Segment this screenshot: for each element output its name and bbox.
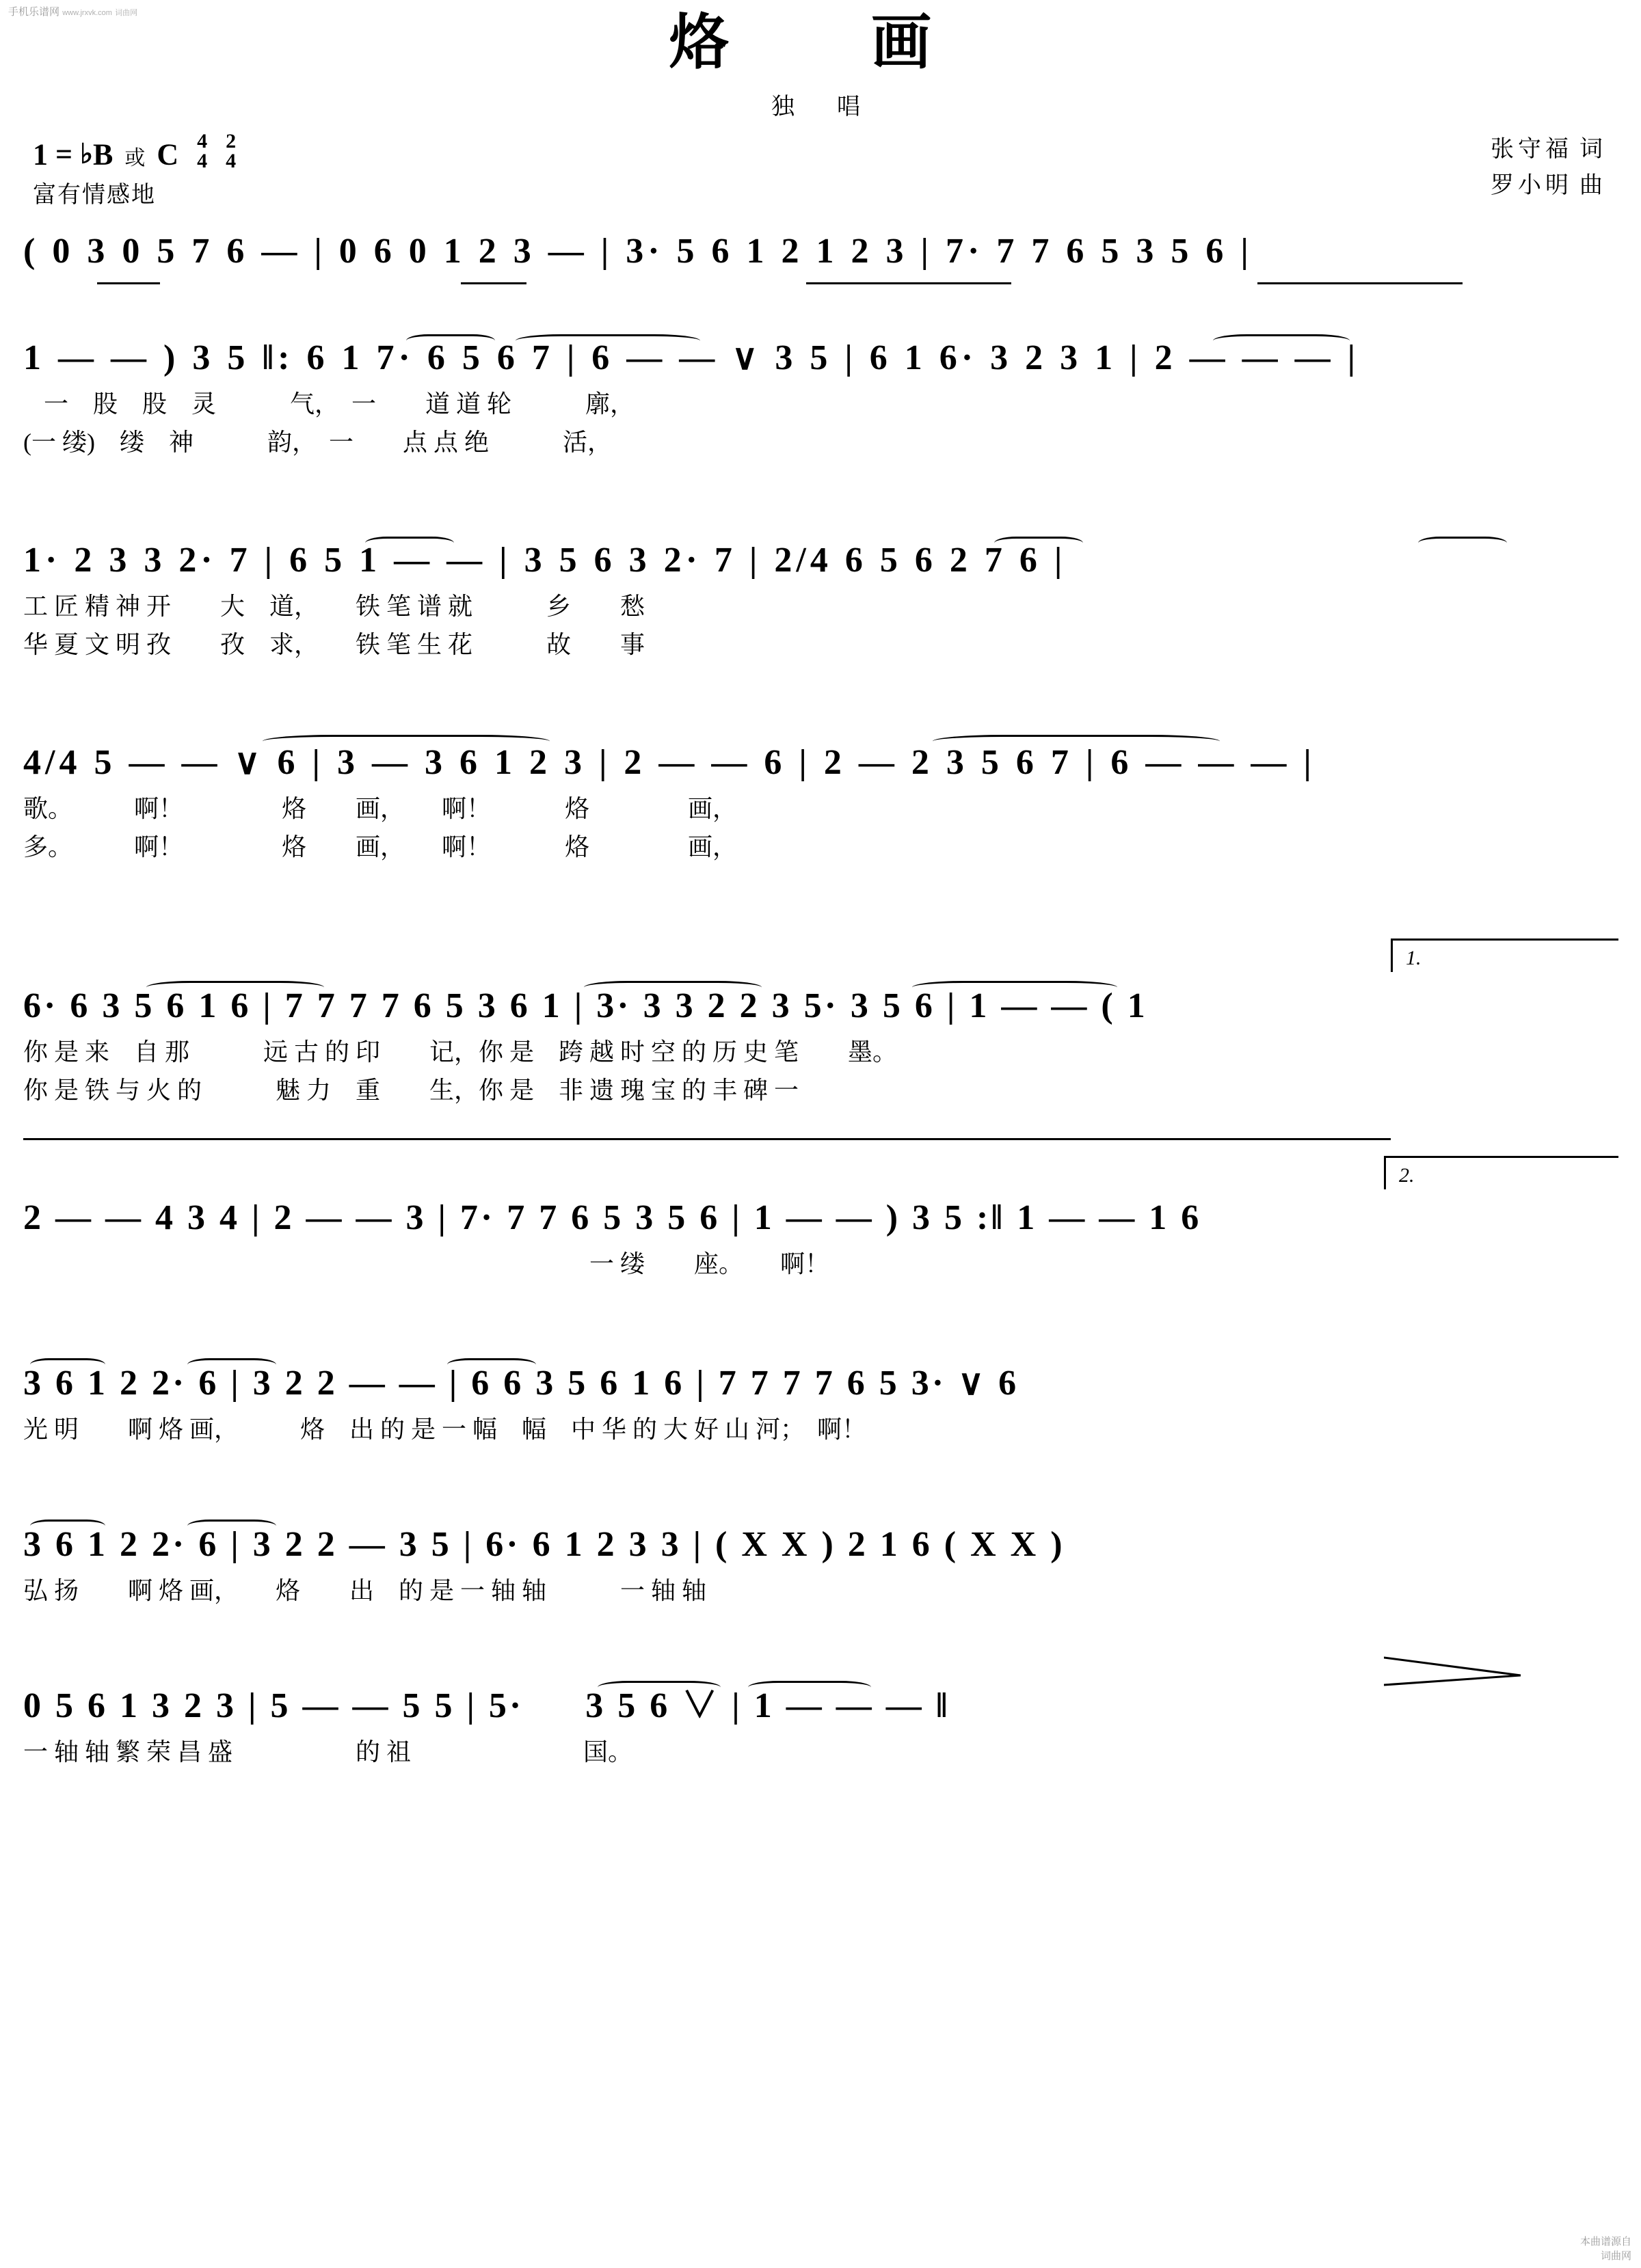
page-title: 烙 画 [668, 10, 972, 77]
meter1-denominator: 4 [197, 149, 208, 172]
system-4-lyric-2: 多。 啊！ 烙 画， 啊！ 烙 画， [23, 833, 738, 861]
tie [1418, 537, 1507, 550]
volta-label-2: 2. [1399, 1164, 1415, 1187]
system-2-lyric-2: (一 缕) 缕 神 韵， 一 点 点 绝 活， [23, 429, 612, 457]
page-subtitle: 独 唱 [771, 94, 870, 120]
watermark-top-left-tag: 词曲网 [115, 9, 138, 17]
system-7-lyric-1: 光 明 啊 烙 画， 烙 出 的 是 一 幅 幅 中 华 的 大 好 山 河； 啊！ [23, 1416, 867, 1444]
system-3-notes: 1· 2 3 3 2· 7 | 6 5 1 — — | 3 5 6 3 2· 7 | 2/4 6 5 6 2 7 6 | [23, 541, 1067, 580]
system-7-notes: 3 6 1 2 2· 6 | 3 2 2 — — | 6 6 3 5 6 1 6 | 7 7 7 7 6 5 3· ∨ 6 [23, 1364, 1019, 1403]
beam [1257, 282, 1463, 284]
system-6 [23, 1157, 1618, 1332]
system-5-notes: 6· 6 3 5 6 1 6 | 7 7 7 7 6 5 3 6 1 | 3· 3 3 2 2 3 5· 3 5 6 | 1 — — ( 1 [23, 986, 1148, 1026]
system-6-notes: 2 — — 4 3 4 | 2 — — 3 | 7· 7 7 6 5 3 5 6 | 1 — — ) 3 5 :‖ 1 — — 1 6 [23, 1198, 1202, 1238]
system-8-notes: 3 6 1 2 2· 6 | 3 2 2 — 3 5 | 6· 6 1 2 3 3 | ( X X ) 2 1 6 ( X X ) [23, 1525, 1065, 1565]
watermark-top-left-text: 手机乐谱网 [8, 6, 60, 18]
tie [263, 735, 550, 748]
meter2-numerator: 2 [226, 130, 237, 153]
lyricist-name: 张守福 [1491, 137, 1573, 163]
tie [994, 537, 1083, 550]
system-3-lyric-2: 华 夏 文 明 孜 孜 求， 铁 笔 生 花 故 事 [23, 631, 645, 659]
watermark-top-left [8, 4, 137, 18]
system-5-lyric-2: 你 是 铁 与 火 的 魅 力 重 生，你 是 非 遗 瑰 宝 的 丰 碑 一 [23, 1077, 799, 1105]
key-signature [33, 132, 236, 172]
tie [447, 1358, 536, 1371]
system-3 [23, 516, 1618, 712]
system-1-notes: ( 0 3 0 5 7 6 — | 0 6 0 1 2 3 — | 3· 5 6 1 2 1 2 3 | 7· 7 7 6 5 3 5 6 | [23, 232, 1253, 271]
volta-label-1: 1. [1406, 947, 1422, 970]
time-signature-2-4 [226, 132, 236, 171]
watermark-top-left-url: www.jrxvk.com [62, 9, 112, 17]
tie [933, 735, 1220, 748]
system-6-lyric-1: 一 缕 座。 啊！ [23, 1250, 830, 1278]
watermark-bottom-right-line2: 词曲网 [1600, 2250, 1631, 2262]
composer-role: 曲 [1579, 173, 1603, 199]
key-or-label: 或 [124, 146, 146, 170]
volta-end-line [23, 1138, 1391, 1140]
tie [748, 1681, 871, 1694]
expression-mark: 富有情感地 [33, 183, 156, 208]
system-8-lyric-1: 弘 扬 啊 烙 画， 烙 出 的 是 一 轴 轴 一 轴 轴 [23, 1577, 707, 1605]
tie [598, 1681, 721, 1694]
time-signature-4-4 [197, 132, 207, 171]
system-2 [23, 314, 1618, 509]
system-1 [23, 207, 1618, 307]
tie [30, 1358, 105, 1371]
score-meta [0, 125, 1641, 207]
system-4-lyric-1: 歌。 啊！ 烙 画， 啊！ 烙 画， [23, 795, 738, 823]
tie [187, 1358, 276, 1371]
meter2-denominator: 4 [226, 149, 237, 172]
composer-name: 罗小明 [1491, 173, 1573, 199]
tie [146, 981, 324, 994]
tie [516, 334, 700, 347]
system-2-notes: 1 — — ) 3 5 ‖: 6 1 7· 6 5 6 7 | 6 — — ∨ 3 5 | 6 1 6· 3 2 3 1 | 2 — — — | [23, 338, 1360, 378]
meter1-numerator: 4 [197, 130, 208, 153]
tie [1213, 334, 1350, 347]
tie [30, 1520, 105, 1533]
composer-line [1491, 168, 1603, 204]
lyricist-line [1491, 132, 1603, 168]
flat-icon: ♭ [80, 138, 93, 170]
beam [461, 282, 526, 284]
watermark-bottom-right [1580, 2234, 1631, 2263]
key-note: B [92, 137, 114, 172]
tie [365, 537, 454, 550]
system-9-notes: 0 5 6 1 3 2 3 | 5 — — 5 5 | 5· 3 5 6 ∨ | 1 — — — ‖ [23, 1686, 950, 1726]
key-alt-note: C [157, 137, 179, 172]
beam [806, 282, 1011, 284]
system-8 [23, 1500, 1618, 1655]
lyricist-role: 词 [1579, 137, 1603, 163]
system-9 [23, 1662, 1618, 1823]
tie [187, 1520, 276, 1533]
tie [406, 334, 495, 347]
system-5 [23, 928, 1618, 1150]
system-2-lyric-1: 一 股 股 灵 气， 一 道 道 轮 廓， [44, 390, 635, 418]
key-prefix: 1 = [33, 137, 73, 172]
system-5-lyric-1: 你 是 来 自 那 远 古 的 印 记，你 是 跨 越 时 空 的 历 史 笔 墨。 [23, 1038, 898, 1066]
beam [97, 282, 160, 284]
system-4-notes: 4/4 5 — — ∨ 6 | 3 — 3 6 1 2 3 | 2 — — 6 | 2 — 2 3 5 6 7 | 6 — — — | [23, 743, 1316, 783]
watermark-bottom-right-line1: 本曲谱源自 [1579, 2236, 1631, 2247]
tie [912, 981, 1117, 994]
system-7 [23, 1339, 1618, 1494]
system-4 [23, 718, 1618, 921]
credits [1491, 132, 1603, 204]
system-3-lyric-1: 工 匠 精 神 开 大 道， 铁 笔 谱 就 乡 愁 [23, 593, 645, 621]
system-9-lyric-1: 一 轴 轴 繁 荣 昌 盛 的 祖 国。 [23, 1738, 633, 1766]
tie [584, 981, 762, 994]
